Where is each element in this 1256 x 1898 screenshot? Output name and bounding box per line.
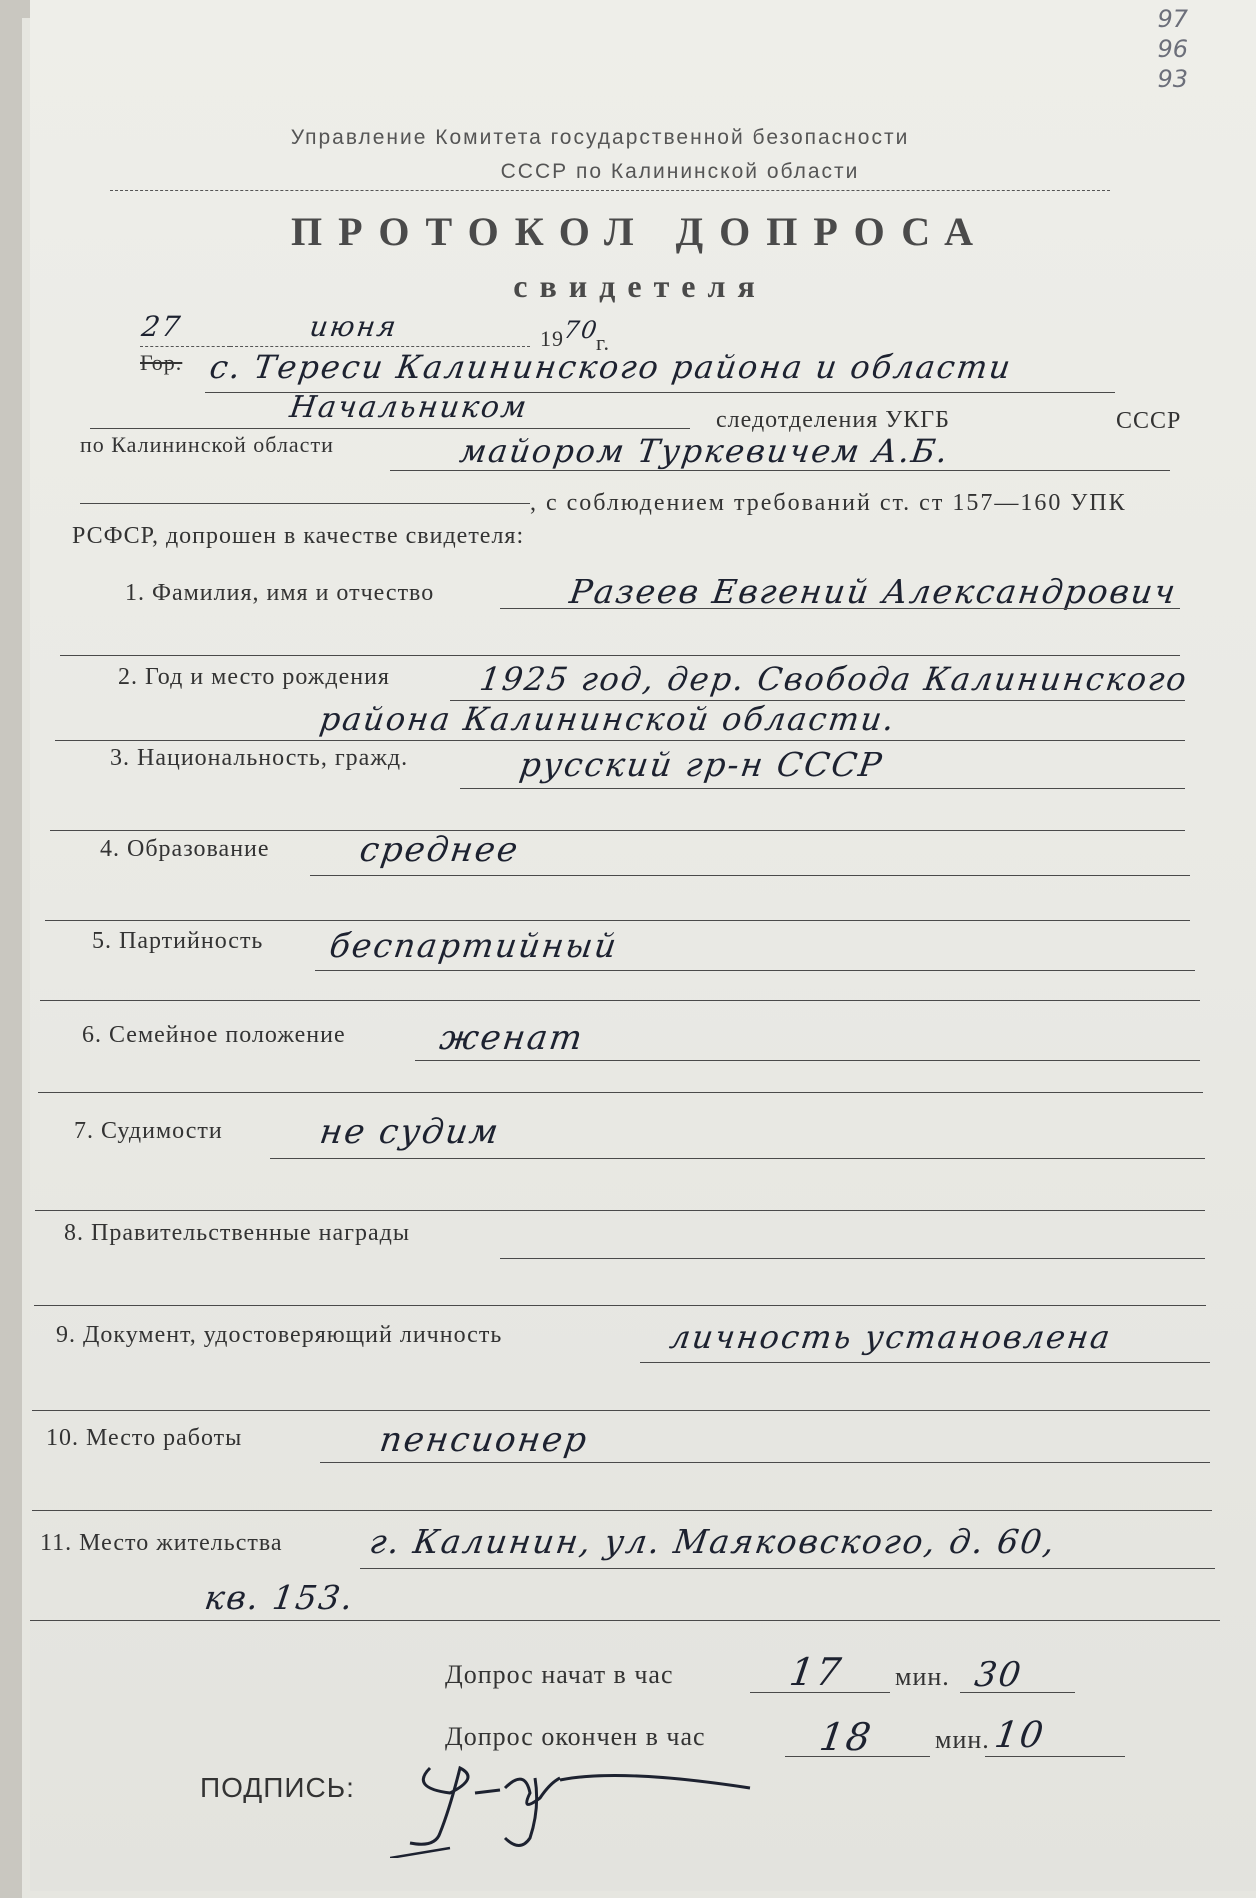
- field-value-marital: женат: [437, 1018, 587, 1058]
- field-line: [785, 1756, 930, 1757]
- field-label-full-name: 1. Фамилия, имя и отчество: [125, 580, 435, 606]
- field-line: [45, 920, 1190, 921]
- archive-number: 93: [1157, 65, 1188, 93]
- field-value-full-name: Разеев Евгений Александрович: [567, 572, 1180, 611]
- date-month: июня: [307, 310, 400, 343]
- end-minutes: 10: [992, 1715, 1048, 1756]
- field-value-residence-cont: кв. 153.: [202, 1578, 358, 1617]
- date-year-prefix: 19: [540, 326, 564, 351]
- field-value-birth: 1925 год, дер. Свобода Калининского: [477, 660, 1191, 698]
- document-subtitle: свидетеля: [513, 268, 767, 304]
- header-line-2: СССР по Калининской области: [500, 160, 860, 183]
- field-line: [32, 1510, 1212, 1511]
- department-label: следотделения УКГБ: [716, 407, 950, 433]
- archive-number: 97: [1157, 5, 1188, 33]
- field-line: [310, 875, 1190, 876]
- document-title: ПРОТОКОЛ ДОПРОСА: [291, 209, 989, 254]
- end-min-label: мин.: [935, 1725, 990, 1754]
- field-label-id-document: 9. Документ, удостоверяющий личность: [56, 1322, 503, 1348]
- start-hour: 17: [786, 1650, 846, 1694]
- field-line: [60, 655, 1180, 656]
- field-line: [320, 1462, 1210, 1463]
- field-value-id-document: личность установлена: [667, 1318, 1115, 1356]
- end-label: Допрос окончен в час: [445, 1722, 706, 1751]
- field-line: [270, 1158, 1205, 1159]
- header-line-1: Управление Комитета государственной безопасности: [290, 126, 910, 149]
- place-label: Гор.: [140, 350, 183, 375]
- field-value-convictions: не судим: [317, 1112, 503, 1152]
- field-value-workplace: пенсионер: [377, 1420, 591, 1460]
- region-label: по Калининской области: [80, 432, 334, 457]
- field-line: [30, 1620, 1220, 1621]
- date-year-suffix: 70: [562, 316, 601, 344]
- date-year-label: г.: [596, 330, 611, 355]
- field-line: [750, 1692, 890, 1693]
- field-line: [38, 1092, 1203, 1093]
- legal-text-2: РСФСР, допрошен в качестве свидетеля:: [72, 523, 525, 549]
- end-hour: 18: [816, 1715, 876, 1759]
- field-line: [460, 788, 1185, 789]
- officer-position: Начальником: [287, 390, 531, 425]
- field-line: [34, 1305, 1206, 1306]
- field-label-party: 5. Партийность: [92, 928, 264, 954]
- field-line: [415, 1060, 1200, 1061]
- start-label: Допрос начат в час: [445, 1660, 674, 1689]
- field-label-workplace: 10. Место работы: [46, 1425, 243, 1451]
- field-label-residence: 11. Место жительства: [40, 1530, 283, 1556]
- field-label-marital: 6. Семейное положение: [82, 1022, 346, 1048]
- date-day: 27: [139, 310, 184, 343]
- field-line: [35, 1210, 1205, 1211]
- field-line: [500, 608, 1180, 609]
- officer-name: майором Туркевичем А.Б.: [457, 432, 952, 470]
- field-value-birth-cont: района Калининской области.: [317, 700, 899, 738]
- field-line: [32, 1410, 1210, 1411]
- date-month-line: [230, 346, 530, 347]
- blank-line: [80, 503, 530, 504]
- date-day-line: [140, 346, 230, 347]
- field-line: [315, 970, 1195, 971]
- field-label-education: 4. Образование: [100, 836, 270, 862]
- field-line: [960, 1692, 1075, 1693]
- field-value-nationality: русский гр-н СССР: [517, 745, 886, 784]
- field-line: [500, 1258, 1205, 1259]
- protocol-page: [30, 0, 1256, 1891]
- field-value-education: среднее: [357, 830, 522, 870]
- ussr-label: СССР: [1116, 408, 1182, 434]
- field-line: [985, 1756, 1125, 1757]
- field-line: [40, 1000, 1200, 1001]
- place-value: с. Тереси Калининского района и области: [207, 348, 1015, 386]
- field-label-birth: 2. Год и место рождения: [118, 664, 390, 690]
- field-value-residence: г. Калинин, ул. Маяковского, д. 60,: [367, 1522, 1059, 1561]
- field-value-party: беспартийный: [327, 926, 621, 965]
- officer-name-line: [390, 470, 1170, 471]
- field-label-nationality: 3. Национальность, гражд.: [110, 745, 409, 771]
- legal-text-1: , с соблюдением требований ст. ст 157—160 УПК: [530, 490, 1127, 516]
- handwritten-signature: [390, 1738, 790, 1858]
- field-line: [640, 1362, 1210, 1363]
- archive-page-numbers: [1157, 4, 1188, 94]
- field-label-convictions: 7. Судимости: [74, 1118, 223, 1144]
- officer-position-line: [90, 428, 690, 429]
- field-line: [360, 1568, 1215, 1569]
- archive-number: 96: [1157, 35, 1188, 63]
- start-min-label: мин.: [895, 1662, 950, 1691]
- signature-label: ПОДПИСЬ:: [200, 1772, 355, 1803]
- field-label-awards: 8. Правительственные награды: [64, 1220, 410, 1246]
- header-underline: [110, 190, 1110, 191]
- start-minutes: 30: [972, 1655, 1026, 1695]
- field-line: [55, 740, 1185, 741]
- field-line: [50, 830, 1185, 831]
